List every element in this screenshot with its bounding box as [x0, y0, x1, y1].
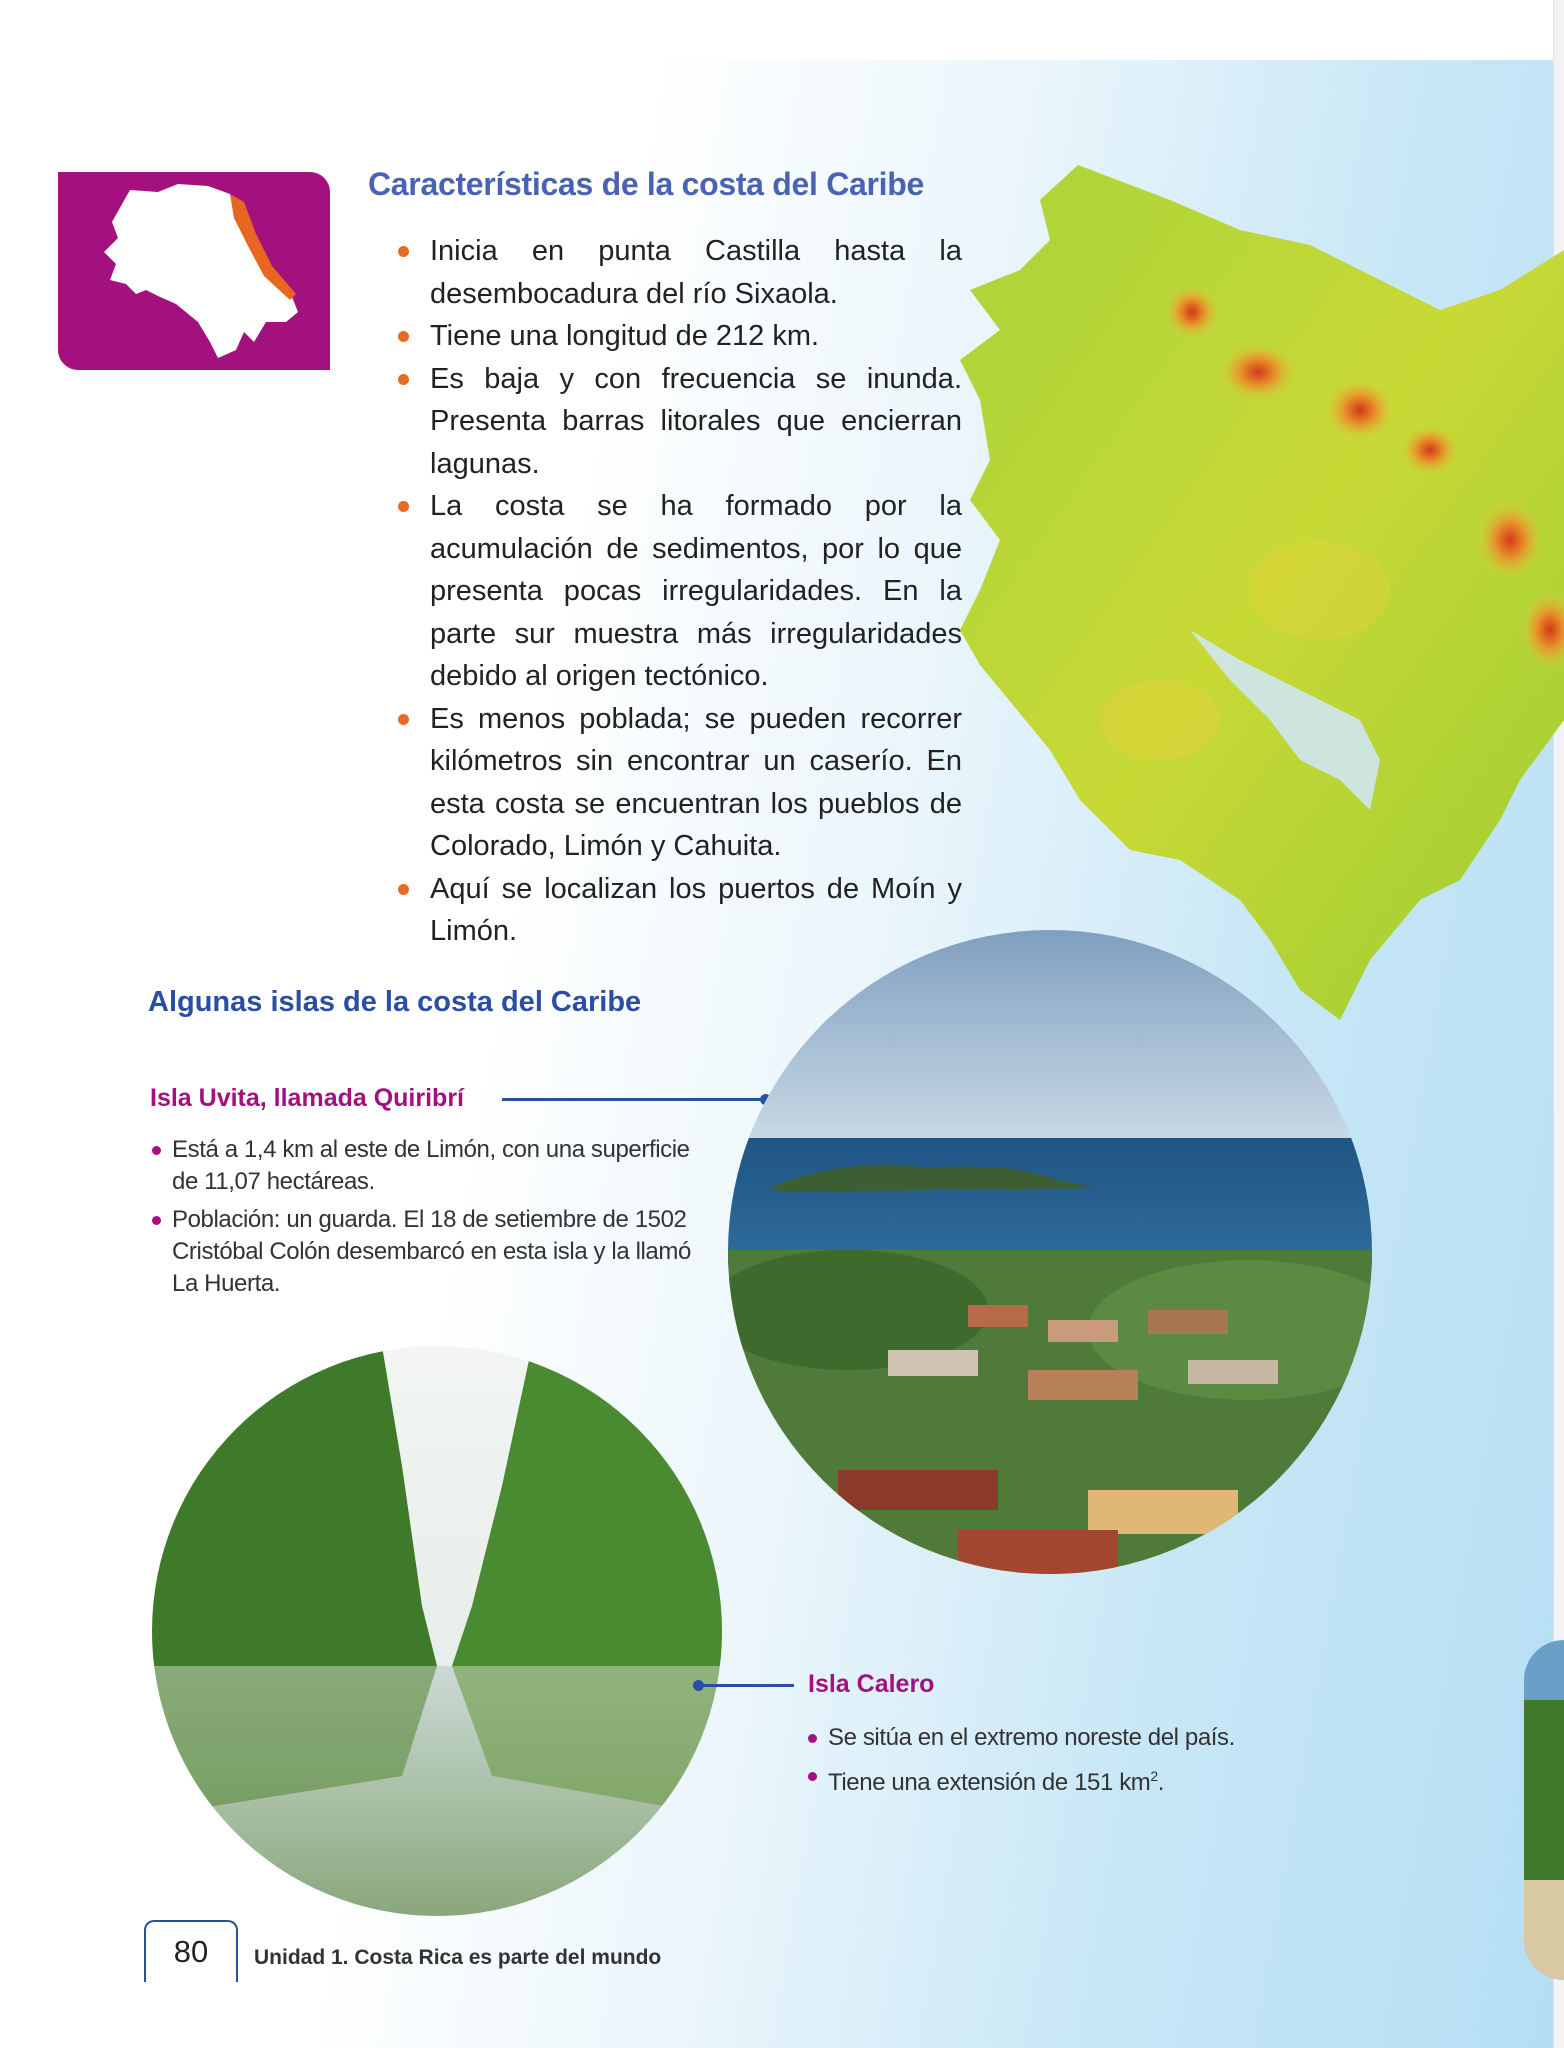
- list-item: Aquí se localizan los puertos de Moín y Limón.: [392, 868, 962, 953]
- relief-map-caribbean: [940, 160, 1564, 1040]
- list-item: Está a 1,4 km al este de Limón, con una superficie de 11,07 hectáreas.: [150, 1134, 710, 1198]
- list-item: Población: un guarda. El 18 de setiembre de 1502 Cristóbal Colón desembarcó en esta isla y la llamó La Huerta.: [150, 1204, 710, 1300]
- isla-calero-heading: Isla Calero: [808, 1670, 935, 1698]
- isla-uvita-heading: Isla Uvita, llamada Quiribrí: [150, 1084, 465, 1112]
- uvita-connector: [502, 1098, 766, 1101]
- calero-area-text: Tiene una extensión de 151 km: [828, 1769, 1151, 1796]
- footer-unit-text: Unidad 1. Costa Rica es parte del mundo: [254, 1946, 662, 1969]
- isla-calero-photo: [152, 1346, 722, 1916]
- section-title: Características de la costa del Caribe: [368, 166, 924, 202]
- page-number: 80: [144, 1920, 238, 1982]
- islands-title: Algunas islas de la costa del Caribe: [148, 986, 642, 1018]
- calero-facts: [806, 1722, 1326, 1805]
- costa-rica-locator-map: [58, 172, 330, 370]
- isla-uvita-photo: [728, 930, 1372, 1574]
- calero-connector: [698, 1684, 794, 1687]
- list-item: Se sitúa en el extremo noreste del país.: [806, 1722, 1326, 1754]
- list-item: [806, 1760, 1326, 1799]
- list-item: Inicia en punta Castilla hasta la desembocadura del río Sixaola.: [392, 230, 962, 315]
- features-list: [392, 230, 962, 953]
- period: .: [1157, 1769, 1165, 1796]
- list-item: Es menos poblada; se pueden recorrer kilómetros sin encontrar un caserío. En esta costa se encuentran los pueblos de Colorado, Limón y Cahuita.: [392, 698, 962, 868]
- list-item: Es baja y con frecuencia se inunda. Presenta barras litorales que encierran lagunas.: [392, 358, 962, 486]
- list-item: La costa se ha formado por la acumulación de sedimentos, por lo que presenta pocas irregularidades. En la parte sur muestra más irregularidades debido al origen tectónico.: [392, 485, 962, 698]
- superscript: 2: [1150, 1768, 1158, 1784]
- edge-photo-fragment: [1524, 1640, 1564, 1980]
- list-item: Tiene una longitud de 212 km.: [392, 315, 962, 358]
- uvita-facts: [150, 1134, 710, 1306]
- top-band: [0, 0, 1564, 62]
